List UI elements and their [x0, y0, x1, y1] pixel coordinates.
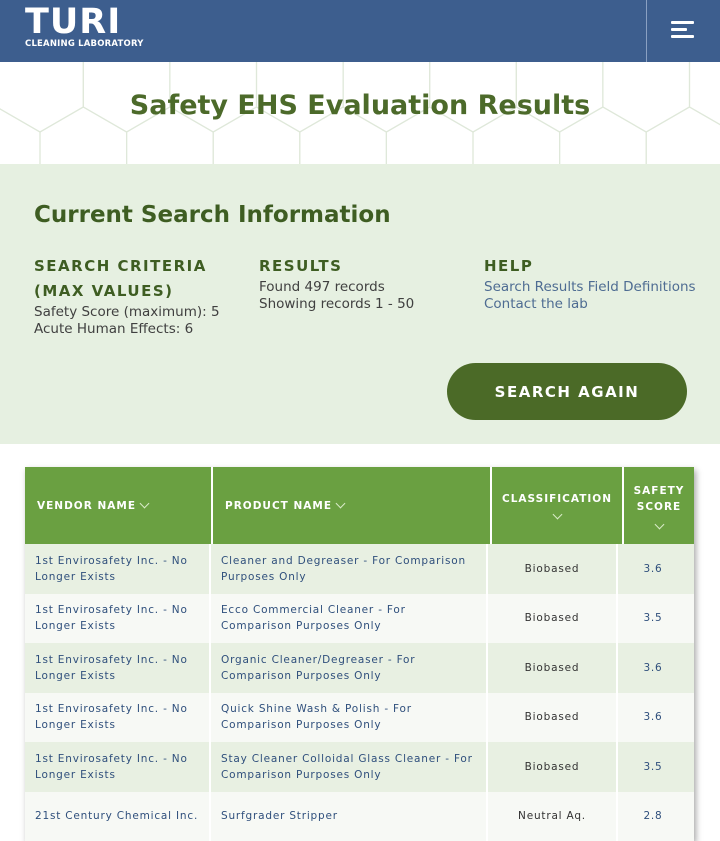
- logo-subtitle: CLEANING LABORATORY: [25, 39, 144, 49]
- classification-cell: Neutral Aq.: [488, 792, 618, 841]
- search-information-title: Current Search Information: [34, 202, 391, 228]
- classification-column-header[interactable]: [492, 467, 622, 544]
- vendor-cell: 1st Envirosafety Inc. - No Longer Exists: [25, 643, 211, 693]
- classification-cell: Biobased: [488, 544, 618, 594]
- chevron-down-icon: [552, 510, 562, 520]
- page-hero: [0, 62, 720, 164]
- classification-cell: Biobased: [488, 643, 618, 693]
- safety-score-cell: 3.6: [618, 643, 688, 693]
- product-cell: Quick Shine Wash & Polish - For Comparison Purposes Only: [211, 693, 488, 743]
- product-cell: Ecco Commercial Cleaner - For Comparison Purposes Only: [211, 594, 488, 644]
- vendor-cell: 1st Envirosafety Inc. - No Longer Exists: [25, 594, 211, 644]
- table-row[interactable]: [25, 792, 694, 841]
- product-name-header-label: PRODUCT NAME: [225, 500, 332, 512]
- vendor-cell: 1st Envirosafety Inc. - No Longer Exists: [25, 693, 211, 743]
- page-title: Safety EHS Evaluation Results: [0, 90, 720, 121]
- search-again-button[interactable]: SEARCH AGAIN: [447, 363, 687, 420]
- vendor-name-column-header[interactable]: [25, 467, 211, 544]
- contact-lab-link[interactable]: Contact the lab: [484, 296, 714, 313]
- vendor-cell: 1st Envirosafety Inc. - No Longer Exists: [25, 742, 211, 792]
- classification-cell: Biobased: [488, 594, 618, 644]
- safety-score-cell: 3.5: [618, 594, 688, 644]
- results-table: [25, 467, 694, 841]
- classification-cell: Biobased: [488, 742, 618, 792]
- vendor-name-header-label: VENDOR NAME: [37, 500, 136, 512]
- product-name-column-header[interactable]: [213, 467, 490, 544]
- chevron-down-icon: [140, 498, 150, 508]
- criteria-item: Safety Score (maximum): 5: [34, 304, 254, 321]
- vendor-cell: 21st Century Chemical Inc.: [25, 792, 211, 841]
- safety-score-cell: 3.5: [618, 742, 688, 792]
- safety-score-cell: 2.8: [618, 792, 688, 841]
- classification-header-label: CLASSIFICATION: [502, 493, 612, 505]
- product-cell: Surfgrader Stripper: [211, 792, 488, 841]
- search-criteria-column: [34, 254, 254, 338]
- criteria-item: Acute Human Effects: 6: [34, 321, 254, 338]
- product-cell: Cleaner and Degreaser - For Comparison Purposes Only: [211, 544, 488, 594]
- chevron-down-icon: [336, 498, 346, 508]
- search-criteria-subheading: (MAX VALUES): [34, 279, 254, 304]
- table-row[interactable]: [25, 594, 694, 644]
- table-row[interactable]: [25, 693, 694, 743]
- logo-wordmark: TURI: [25, 4, 144, 40]
- field-definitions-link[interactable]: Search Results Field Definitions: [484, 279, 714, 296]
- table-row[interactable]: [25, 643, 694, 693]
- results-column: [259, 254, 479, 313]
- search-information-panel: [0, 164, 720, 444]
- classification-cell: Biobased: [488, 693, 618, 743]
- safety-score-header-label-line2: SCORE: [637, 499, 681, 515]
- safety-score-column-header[interactable]: [624, 467, 694, 544]
- help-column: [484, 254, 714, 313]
- product-cell: Organic Cleaner/Degreaser - For Comparison Purposes Only: [211, 643, 488, 693]
- search-criteria-heading: SEARCH CRITERIA: [34, 254, 254, 279]
- top-navigation-bar: [0, 0, 720, 62]
- safety-score-cell: 3.6: [618, 693, 688, 743]
- product-cell: Stay Cleaner Colloidal Glass Cleaner - For Comparison Purposes Only: [211, 742, 488, 792]
- turi-logo[interactable]: [25, 4, 144, 49]
- vendor-cell: 1st Envirosafety Inc. - No Longer Exists: [25, 544, 211, 594]
- results-showing: Showing records 1 - 50: [259, 296, 479, 313]
- table-header: [25, 467, 694, 544]
- safety-score-header-label-line1: SAFETY: [634, 483, 685, 499]
- table-body: [25, 544, 694, 841]
- chevron-down-icon: [654, 520, 664, 530]
- hamburger-menu-icon[interactable]: [647, 0, 720, 62]
- results-heading: RESULTS: [259, 254, 479, 279]
- table-row[interactable]: [25, 544, 694, 594]
- help-heading: HELP: [484, 254, 714, 279]
- safety-score-cell: 3.6: [618, 544, 688, 594]
- results-found: Found 497 records: [259, 279, 479, 296]
- table-row[interactable]: [25, 742, 694, 792]
